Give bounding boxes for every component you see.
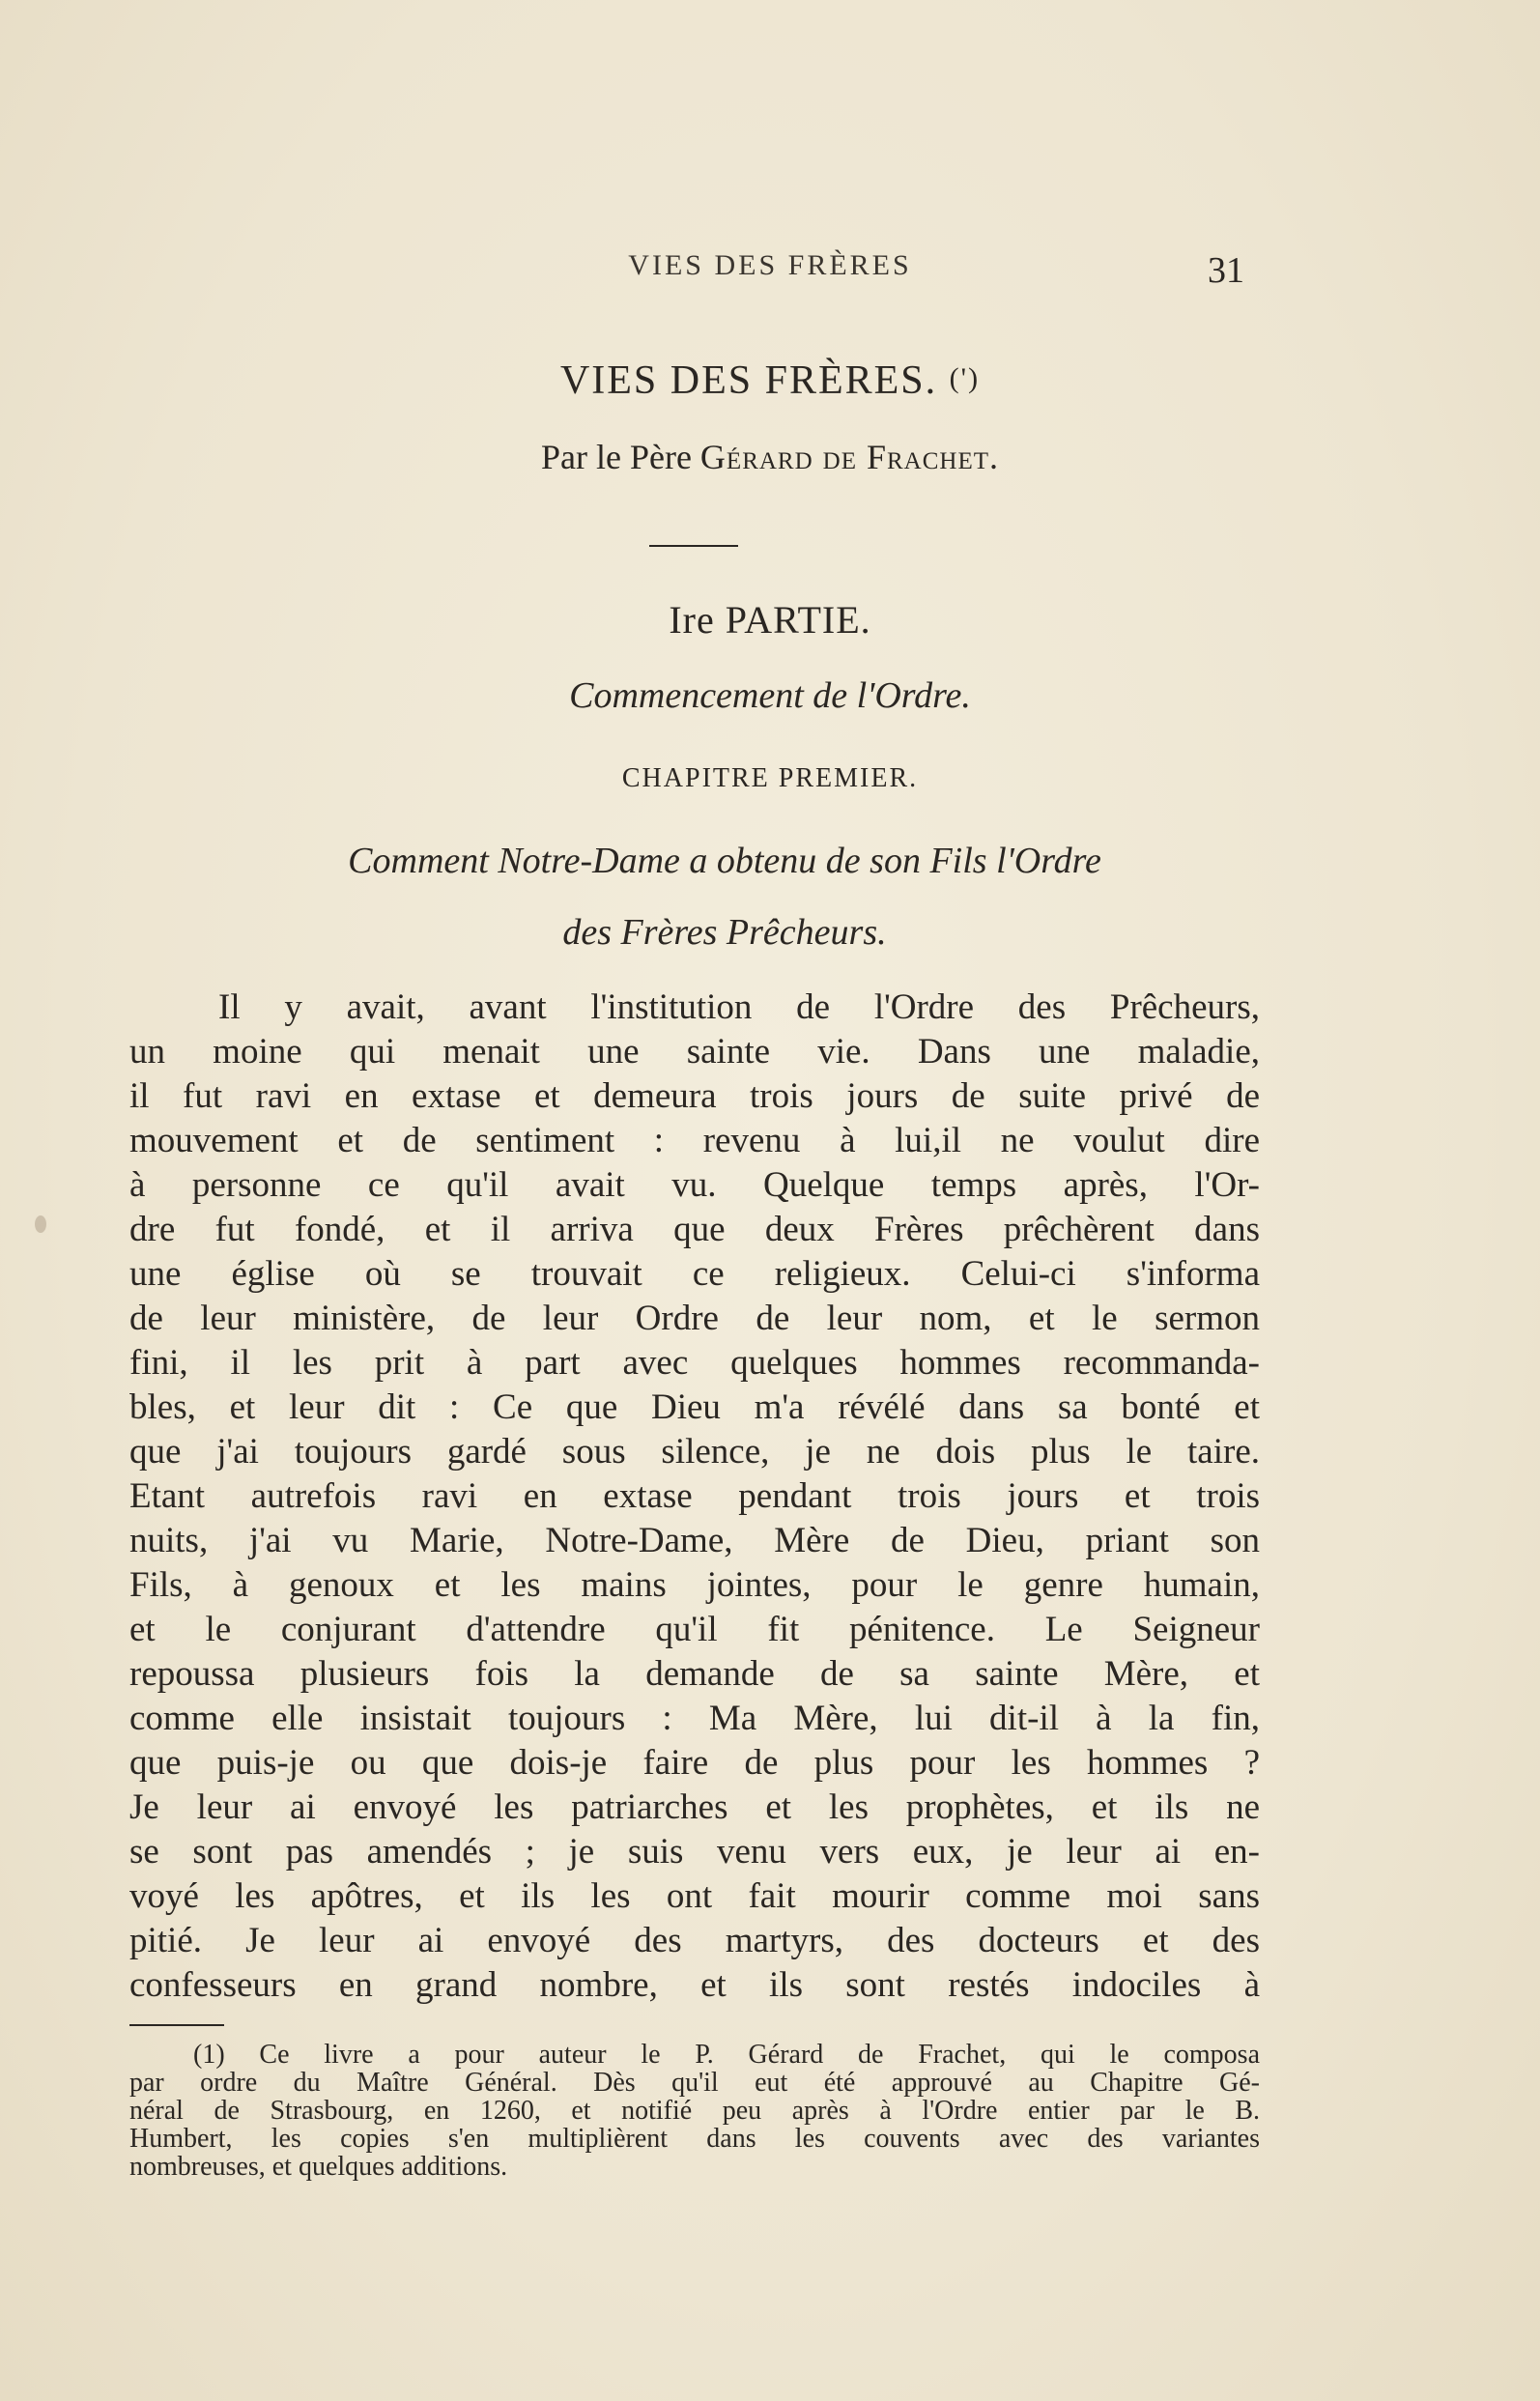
- chapter-title-line: Comment Notre-Dame a obtenu de son Fils l'Ordre: [348, 841, 1101, 881]
- author-name: Gérard de Frachet.: [699, 438, 999, 476]
- body-line: une église où se trouvait ce religieux. Celui-ci s'informa: [129, 1254, 1260, 1294]
- footnote-line: par ordre du Maître Général. Dès qu'il eut été approuvé au Chapitre Gé-: [129, 2068, 1260, 2098]
- body-line: Etant autrefois ravi en extase pendant trois jours et trois: [129, 1476, 1260, 1516]
- body-line: mouvement et de sentiment : revenu à lui,il ne voulut dire: [129, 1121, 1260, 1160]
- body-line: confesseurs en grand nombre, et ils sont restés indociles à: [129, 1965, 1260, 2005]
- part-heading: Ire PARTIE.: [669, 598, 871, 642]
- body-line: un moine qui menait une sainte vie. Dans une maladie,: [129, 1032, 1260, 1072]
- footnote-line: néral de Strasbourg, en 1260, et notifié peu après à l'Ordre entier par le B.: [129, 2096, 1260, 2126]
- footnote-reference: ('): [949, 362, 981, 394]
- chapter-title-line: des Frères Prêcheurs.: [562, 912, 887, 953]
- chapter-title: [193, 825, 1256, 968]
- body-line: dre fut fondé, et il arriva que deux Frères prêchèrent dans: [129, 1210, 1260, 1249]
- author-prefix: Par le Père: [540, 438, 692, 476]
- body-line: à personne ce qu'il avait vu. Quelque temps après, l'Or-: [129, 1165, 1260, 1205]
- author-line: [0, 437, 1540, 477]
- footnote-line: nombreuses, et quelques additions.: [129, 2152, 508, 2182]
- body-line: pitié. Je leur ai envoyé des martyrs, des docteurs et des: [129, 1921, 1260, 1960]
- footnote-line: Humbert, les copies s'en multiplièrent dans les couvents avec des variantes: [129, 2124, 1260, 2154]
- chapter-heading: CHAPITRE PREMIER.: [621, 763, 919, 793]
- body-line: que j'ai toujours gardé sous silence, je ne dois plus le taire.: [129, 1432, 1260, 1472]
- footnote-divider: [129, 2024, 224, 2026]
- work-title: [0, 357, 1540, 404]
- body-line: que puis-je ou que dois-je faire de plus pour les hommes ?: [129, 1743, 1260, 1783]
- body-line: nuits, j'ai vu Marie, Notre-Dame, Mère de Dieu, priant son: [129, 1521, 1260, 1560]
- page-number: 31: [1208, 250, 1244, 291]
- body-line: Fils, à genoux et les mains jointes, pour le genre humain,: [129, 1565, 1260, 1605]
- body-line: se sont pas amendés ; je suis venu vers eux, je leur ai en-: [129, 1832, 1260, 1872]
- body-line: il fut ravi en extase et demeura trois jours de suite privé de: [129, 1076, 1260, 1116]
- footnote-line: (1) Ce livre a pour auteur le P. Gérard de Frachet, qui le composa: [193, 2040, 1260, 2070]
- body-line: repoussa plusieurs fois la demande de sa sainte Mère, et: [129, 1654, 1260, 1694]
- footnote: [129, 2041, 1260, 2181]
- title-divider: [649, 545, 738, 547]
- body-line: Je leur ai envoyé les patriarches et les prophètes, et ils ne: [129, 1787, 1260, 1827]
- body-line: et le conjurant d'attendre qu'il fit pénitence. Le Seigneur: [129, 1610, 1260, 1649]
- body-line: voyé les apôtres, et ils les ont fait mourir comme moi sans: [129, 1876, 1260, 1916]
- running-head: VIES DES FRÈRES: [628, 249, 912, 281]
- ink-blot: [35, 1215, 46, 1233]
- part-subtitle: Commencement de l'Ordre.: [569, 675, 971, 716]
- work-title-text: VIES DES FRÈRES.: [559, 358, 938, 403]
- body-paragraph: [129, 986, 1260, 2008]
- body-line: bles, et leur dit : Ce que Dieu m'a révélé dans sa bonté et: [129, 1387, 1260, 1427]
- body-line: fini, il les prit à part avec quelques hommes recommanda-: [129, 1343, 1260, 1383]
- body-line: de leur ministère, de leur Ordre de leur nom, et le sermon: [129, 1299, 1260, 1338]
- body-line: Il y avait, avant l'institution de l'Ordre des Prêcheurs,: [218, 987, 1260, 1027]
- body-line: comme elle insistait toujours : Ma Mère, lui dit-il à la fin,: [129, 1699, 1260, 1738]
